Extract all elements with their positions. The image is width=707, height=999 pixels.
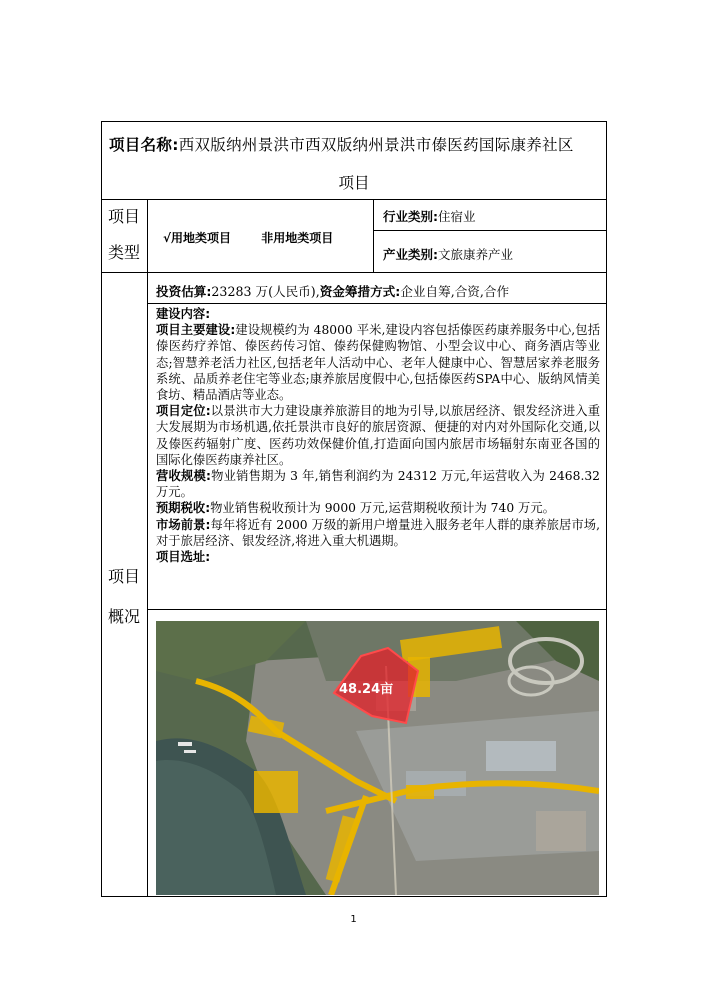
project-type-label-line2: 类型	[107, 243, 140, 262]
industry-category	[383, 207, 476, 225]
table-rule	[373, 199, 374, 272]
table-rule	[373, 230, 607, 231]
funding-label: 资金筹措方式:	[319, 284, 401, 299]
main-construction-text: 建设规模约为 48000 平米,建设内容包括傣医药康养服务中心,包括傣医药疗养馆、傣医药传习馆、傣药保健购物馆、小型会议中心、商务酒店等业态;智慧养老活力社区,包括老年人活动中心、老年人健康中心、智慧居家养老服务系统、品质养老住宅等业态;康养旅居度假中心,包括傣医药SPA中心、版纳风情美食坊、精品酒店等业态。	[156, 323, 600, 403]
table-rule	[147, 199, 148, 897]
sector-label: 产业类别:	[383, 247, 438, 262]
revenue	[156, 468, 600, 500]
positioning	[156, 403, 600, 468]
revenue-label: 营收规模:	[156, 469, 211, 484]
table-rule	[101, 272, 607, 273]
revenue-text: 物业销售期为 3 年,销售利润约为 24312 万元,年运营收入为 2468.32 万元。	[156, 469, 601, 500]
non-land-use-option: 非用地类项目	[261, 231, 334, 245]
overview-content	[156, 306, 600, 565]
project-type-label	[101, 199, 147, 271]
overview-label-line1: 项目	[107, 567, 140, 586]
page-number: 1	[350, 914, 357, 925]
table-rule	[147, 303, 607, 304]
land-use-option: √用地类项目	[163, 231, 232, 245]
investment-row	[156, 281, 509, 300]
sector-category	[383, 245, 513, 263]
industry-value: 住宿业	[438, 209, 476, 224]
site-map	[156, 621, 599, 895]
project-name	[109, 133, 574, 155]
tax-text: 物业销售税收预计为 9000 万元,运营期税收预计为 740 万元。	[210, 501, 555, 516]
project-name-value: 西双版纳州景洪市西双版纳州景洪市傣医药国际康养社区	[178, 136, 574, 154]
positioning-label: 项目定位:	[156, 404, 211, 419]
sector-value: 文旅康养产业	[438, 247, 514, 262]
market-text: 每年将近有 2000 万级的新用户增量进入服务老年人群的康养旅居市场,对于旅居经济、银发经济,将进入重大机遇期。	[156, 517, 600, 548]
project-name-continued: 项目	[338, 174, 370, 192]
funding-value: 企业自筹,合资,合作	[400, 284, 510, 299]
table-rule	[101, 199, 607, 200]
title-cell	[101, 121, 607, 199]
parcel-area-label: 48.24亩	[339, 682, 394, 697]
main-construction	[156, 322, 600, 403]
market-outlook	[156, 517, 600, 549]
tax-label: 预期税收:	[156, 501, 211, 516]
market-label: 市场前景:	[156, 517, 211, 532]
project-name-label: 项目名称:	[109, 136, 179, 154]
overview-label	[101, 557, 147, 637]
main-construction-label: 项目主要建设:	[156, 323, 236, 338]
investment-value: 23283 万(人民币),	[211, 284, 320, 299]
table-rule	[147, 609, 607, 610]
site-label: 项目选址:	[156, 550, 211, 565]
land-use-options	[163, 229, 359, 246]
construction-heading: 建设内容:	[156, 307, 211, 321]
industry-label: 行业类别:	[383, 209, 438, 224]
site-map-graphic	[156, 621, 599, 895]
expected-tax	[156, 500, 600, 516]
project-type-label-line1: 项目	[107, 207, 140, 226]
investment-label: 投资估算:	[156, 284, 212, 299]
positioning-text: 以景洪市大力建设康养旅游目的地为引导,以旅居经济、银发经济进入重大发展期为市场机遇,依托景洪市良好的旅居资源、便捷的对内对外国际化交通,以及傣医药辐射广度、医药功效保健价值,打造面向国内旅居市场辐射东南亚各国的国际化傣医药康养社区。	[156, 404, 600, 467]
overview-label-line2: 概况	[107, 607, 140, 626]
